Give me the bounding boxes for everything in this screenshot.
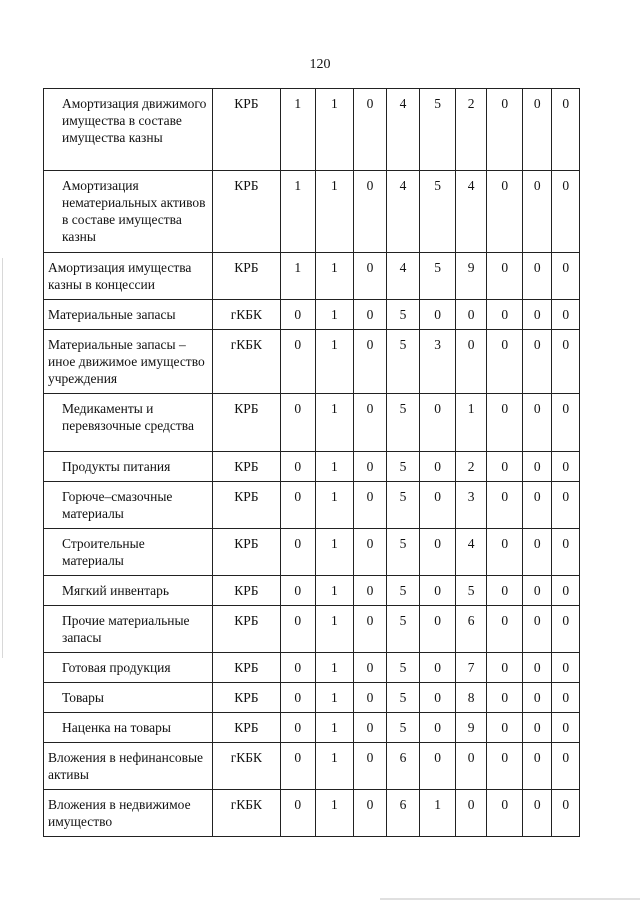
digit-cell: 1 [455,394,487,452]
digit-cell: 0 [522,482,551,529]
row-code: КРБ [212,653,280,683]
digit-cell: 0 [354,300,387,330]
table-row [44,529,580,576]
table-row [44,482,580,529]
digit-cell: 3 [420,330,456,394]
digit-cell: 0 [552,89,580,171]
digit-cell: 0 [552,482,580,529]
digit-cell: 1 [315,300,354,330]
digit-cell: 0 [522,330,551,394]
digit-cell: 0 [487,529,523,576]
digit-cell: 0 [354,89,387,171]
digit-cell: 0 [522,253,551,300]
digit-cell: 0 [487,300,523,330]
digit-cell: 0 [280,743,315,790]
page-number: 120 [309,57,331,72]
digit-cell: 6 [386,790,420,837]
digit-cell: 0 [420,713,456,743]
row-name: Вложения в нефинансовые активы [44,743,213,790]
row-code: гКБК [212,743,280,790]
digit-cell: 0 [522,653,551,683]
digit-cell: 0 [280,394,315,452]
digit-cell: 0 [522,713,551,743]
digit-cell: 5 [386,482,420,529]
digit-cell: 0 [487,330,523,394]
digit-cell: 1 [315,606,354,653]
digit-cell: 0 [487,452,523,482]
row-name: Вложения в недвижимое имущество [44,790,213,837]
digit-cell: 0 [487,576,523,606]
digit-cell: 0 [455,743,487,790]
digit-cell: 1 [280,89,315,171]
digit-cell: 5 [386,330,420,394]
row-name: Товары [44,683,213,713]
digit-cell: 0 [420,576,456,606]
digit-cell: 1 [315,576,354,606]
digit-cell: 5 [386,576,420,606]
digit-cell: 0 [420,482,456,529]
row-name: Строительные материалы [44,529,213,576]
digit-cell: 5 [420,171,456,253]
digit-cell: 1 [315,790,354,837]
table-row [44,89,580,171]
digit-cell: 0 [522,576,551,606]
digit-cell: 0 [280,529,315,576]
row-name: Амортизация имущества казны в концессии [44,253,213,300]
digit-cell: 1 [420,790,456,837]
digit-cell: 1 [315,482,354,529]
digit-cell: 1 [315,253,354,300]
digit-cell: 0 [552,253,580,300]
row-name: Прочие материальные запасы [44,606,213,653]
digit-cell: 4 [386,171,420,253]
digit-cell: 5 [386,713,420,743]
row-code: КРБ [212,713,280,743]
digit-cell: 0 [487,713,523,743]
digit-cell: 7 [455,653,487,683]
digit-cell: 1 [315,89,354,171]
row-name: Готовая продукция [44,653,213,683]
digit-cell: 0 [487,253,523,300]
digit-cell: 0 [487,790,523,837]
digit-cell: 0 [280,790,315,837]
digit-cell: 0 [280,576,315,606]
digit-cell: 5 [420,89,456,171]
row-code: КРБ [212,683,280,713]
table-row [44,653,580,683]
digit-cell: 0 [552,653,580,683]
row-code: КРБ [212,253,280,300]
row-name: Медикаменты и перевязочные средства [44,394,213,452]
digit-cell: 0 [420,606,456,653]
digit-cell: 0 [354,653,387,683]
digit-cell: 0 [522,300,551,330]
digit-cell: 0 [420,452,456,482]
digit-cell: 0 [420,743,456,790]
digit-cell: 0 [552,171,580,253]
table-row [44,394,580,452]
row-code: гКБК [212,300,280,330]
digit-cell: 0 [552,790,580,837]
digit-cell: 0 [522,606,551,653]
digit-cell: 5 [386,683,420,713]
digit-cell: 0 [420,529,456,576]
digit-cell: 1 [315,394,354,452]
digit-cell: 0 [280,330,315,394]
digit-cell: 1 [280,253,315,300]
digit-cell: 0 [552,529,580,576]
digit-cell: 5 [455,576,487,606]
row-name: Наценка на товары [44,713,213,743]
digit-cell: 0 [552,330,580,394]
digit-cell: 9 [455,713,487,743]
table-row [44,300,580,330]
digit-cell: 3 [455,482,487,529]
digit-cell: 5 [386,300,420,330]
digit-cell: 0 [522,452,551,482]
digit-cell: 1 [280,171,315,253]
digit-cell: 1 [315,713,354,743]
digit-cell: 6 [386,743,420,790]
digit-cell: 0 [354,529,387,576]
row-code: КРБ [212,482,280,529]
digit-cell: 0 [552,606,580,653]
digit-cell: 5 [386,452,420,482]
digit-cell: 0 [487,743,523,790]
row-name: Амортизация движимого имущества в составе имущества казны [44,89,213,171]
row-name: Продукты питания [44,452,213,482]
digit-cell: 0 [280,482,315,529]
digit-cell: 0 [455,790,487,837]
digit-cell: 0 [354,330,387,394]
digit-cell: 0 [552,300,580,330]
digit-cell: 0 [420,300,456,330]
digit-cell: 0 [522,790,551,837]
digit-cell: 1 [315,743,354,790]
digit-cell: 0 [354,482,387,529]
digit-cell: 0 [487,683,523,713]
digit-cell: 8 [455,683,487,713]
digit-cell: 0 [522,171,551,253]
digit-cell: 0 [280,683,315,713]
digit-cell: 0 [354,253,387,300]
digit-cell: 1 [315,171,354,253]
row-name: Амортизация нематериальных активов в составе имущества казны [44,171,213,253]
digit-cell: 0 [354,606,387,653]
digit-cell: 4 [455,529,487,576]
table-row [44,683,580,713]
digit-cell: 0 [552,713,580,743]
row-code: КРБ [212,606,280,653]
digit-cell: 0 [552,452,580,482]
table-row [44,171,580,253]
digit-cell: 5 [386,529,420,576]
digit-cell: 0 [420,394,456,452]
row-name: Материальные запасы [44,300,213,330]
row-code: КРБ [212,529,280,576]
digit-cell: 0 [280,606,315,653]
table-row [44,743,580,790]
digit-cell: 0 [420,683,456,713]
digit-cell: 6 [455,606,487,653]
table-row [44,330,580,394]
row-code: КРБ [212,89,280,171]
row-code: гКБК [212,790,280,837]
digit-cell: 0 [522,683,551,713]
digit-cell: 1 [315,452,354,482]
digit-cell: 5 [386,653,420,683]
digit-cell: 0 [354,713,387,743]
digit-cell: 5 [386,394,420,452]
digit-cell: 0 [522,743,551,790]
digit-cell: 0 [455,300,487,330]
digit-cell: 0 [552,743,580,790]
digit-cell: 0 [455,330,487,394]
table-row [44,452,580,482]
digit-cell: 0 [522,394,551,452]
digit-cell: 0 [487,394,523,452]
digit-cell: 0 [354,743,387,790]
digit-cell: 0 [552,576,580,606]
table-row [44,253,580,300]
digit-cell: 0 [280,713,315,743]
digit-cell: 0 [354,576,387,606]
digit-cell: 4 [386,253,420,300]
row-code: КРБ [212,394,280,452]
table-row [44,606,580,653]
digit-cell: 0 [487,653,523,683]
row-code: КРБ [212,452,280,482]
digit-cell: 1 [315,330,354,394]
row-code: гКБК [212,330,280,394]
digit-cell: 0 [552,394,580,452]
digit-cell: 4 [386,89,420,171]
digit-cell: 0 [487,482,523,529]
row-code: КРБ [212,171,280,253]
digit-cell: 2 [455,89,487,171]
digit-cell: 0 [522,89,551,171]
scan-edge-mark-bottom [380,898,640,900]
digit-cell: 0 [280,452,315,482]
digit-cell: 0 [487,171,523,253]
digit-cell: 5 [386,606,420,653]
digit-cell: 0 [354,683,387,713]
table-row [44,790,580,837]
digit-cell: 5 [420,253,456,300]
digit-cell: 1 [315,529,354,576]
digit-cell: 0 [280,653,315,683]
digit-cell: 0 [354,790,387,837]
digit-cell: 2 [455,452,487,482]
row-name: Мягкий инвентарь [44,576,213,606]
row-name: Горюче–смазочные материалы [44,482,213,529]
digit-cell: 4 [455,171,487,253]
digit-cell: 0 [354,394,387,452]
digit-cell: 0 [552,683,580,713]
digit-cell: 0 [487,89,523,171]
digit-cell: 9 [455,253,487,300]
digit-cell: 0 [420,653,456,683]
scan-edge-mark [2,258,3,658]
row-name: Материальные запасы – иное движимое имущество учреждения [44,330,213,394]
digit-cell: 0 [354,171,387,253]
digit-cell: 0 [354,452,387,482]
digit-cell: 1 [315,653,354,683]
table-row [44,713,580,743]
table-body [44,89,580,837]
digit-cell: 0 [280,300,315,330]
digit-cell: 1 [315,683,354,713]
digit-cell: 0 [522,529,551,576]
row-code: КРБ [212,576,280,606]
account-codes-table [43,88,580,837]
table-row [44,576,580,606]
digit-cell: 0 [487,606,523,653]
